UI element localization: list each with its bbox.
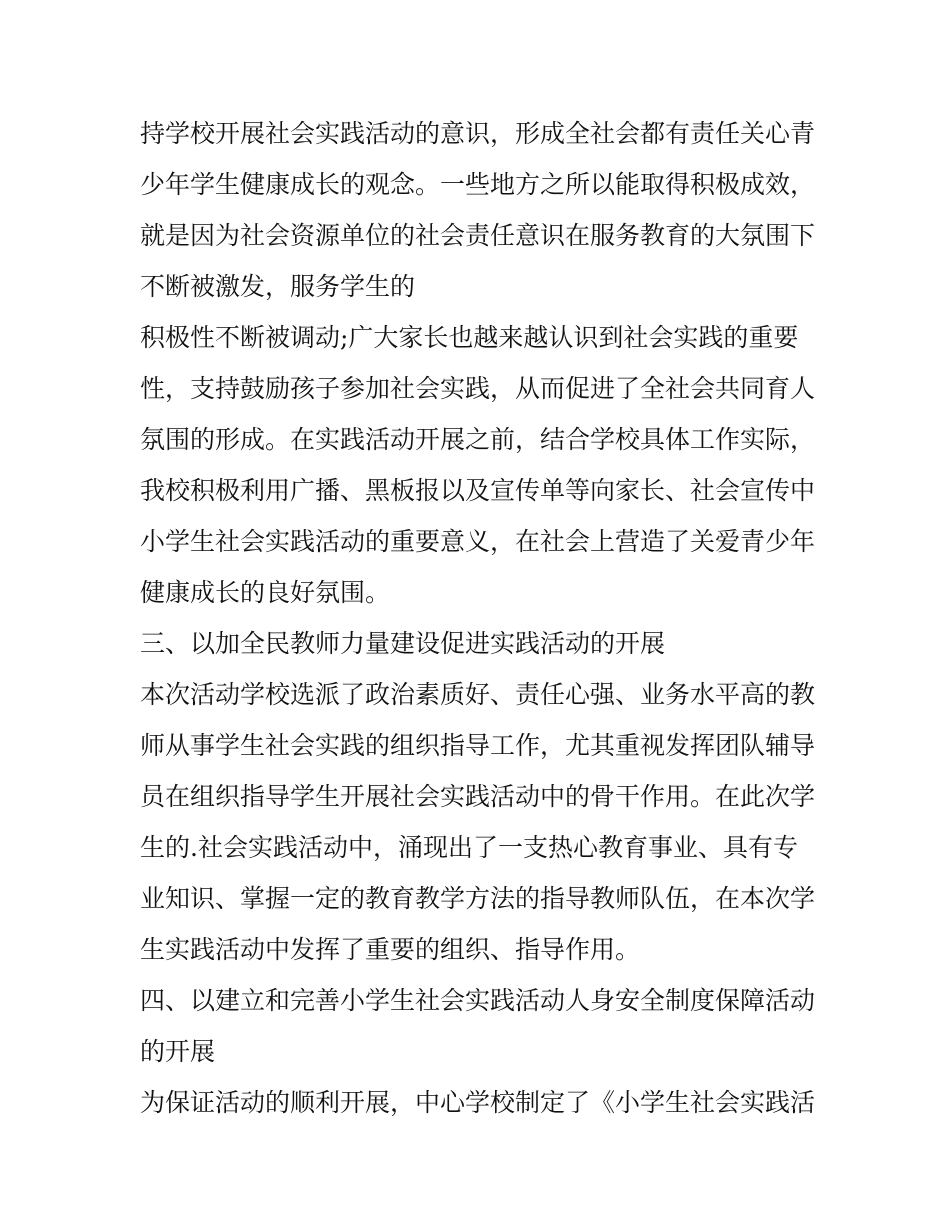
body-line: 生的.社会实践活动中，涌现出了一支热心教育事业、具有专 — [140, 833, 798, 862]
document-body — [140, 108, 820, 1128]
body-line: 员在组织指导学生开展社会实践活动中的骨干作用。在此次学 — [140, 782, 816, 811]
body-line: 我校积极利用广播、黑板报以及宣传单等向家长、社会宣传中 — [140, 476, 816, 505]
body-line: 为保证活动的顺利开展，中心学校制定了《小学生社会实践活 — [140, 1088, 816, 1117]
section-heading-four: 四、以建立和完善小学生社会实践活动人身安全制度保障活动 — [140, 986, 816, 1015]
body-line: 本次活动学校选派了政治素质好、责任心强、业务水平高的教 — [140, 680, 816, 709]
body-line: 积极性不断被调动;广大家长也越来越认识到社会实践的重要 — [140, 323, 799, 352]
body-line: 师从事学生社会实践的组织指导工作，尤其重视发挥团队辅导 — [140, 731, 816, 760]
body-line: 生实践活动中发挥了重要的组织、指导作用。 — [140, 935, 641, 964]
body-line: 就是因为社会资源单位的社会责任意识在服务教育的大氛围下 — [140, 221, 816, 250]
body-line: 不断被激发，服务学生的 — [140, 272, 416, 301]
body-line: 业知识、掌握一定的教育教学方法的指导教师队伍，在本次学 — [140, 884, 816, 913]
body-line: 持学校开展社会实践活动的意识，形成全社会都有责任关心青 — [140, 119, 816, 148]
body-line: 少年学生健康成长的观念。一些地方之所以能取得积极成效， — [140, 170, 816, 199]
section-heading-four-cont: 的开展 — [140, 1037, 216, 1066]
body-line: 小学生社会实践活动的重要意义，在社会上营造了关爱青少年 — [140, 527, 816, 556]
section-heading-three: 三、以加全民教师力量建设促进实践活动的开展 — [140, 629, 666, 658]
body-line: 性，支持鼓励孩子参加社会实践，从而促进了全社会共同育人 — [140, 374, 816, 403]
body-line: 氛围的形成。在实践活动开展之前，结合学校具体工作实际， — [140, 425, 816, 454]
body-line: 健康成长的良好氛围。 — [140, 578, 391, 607]
